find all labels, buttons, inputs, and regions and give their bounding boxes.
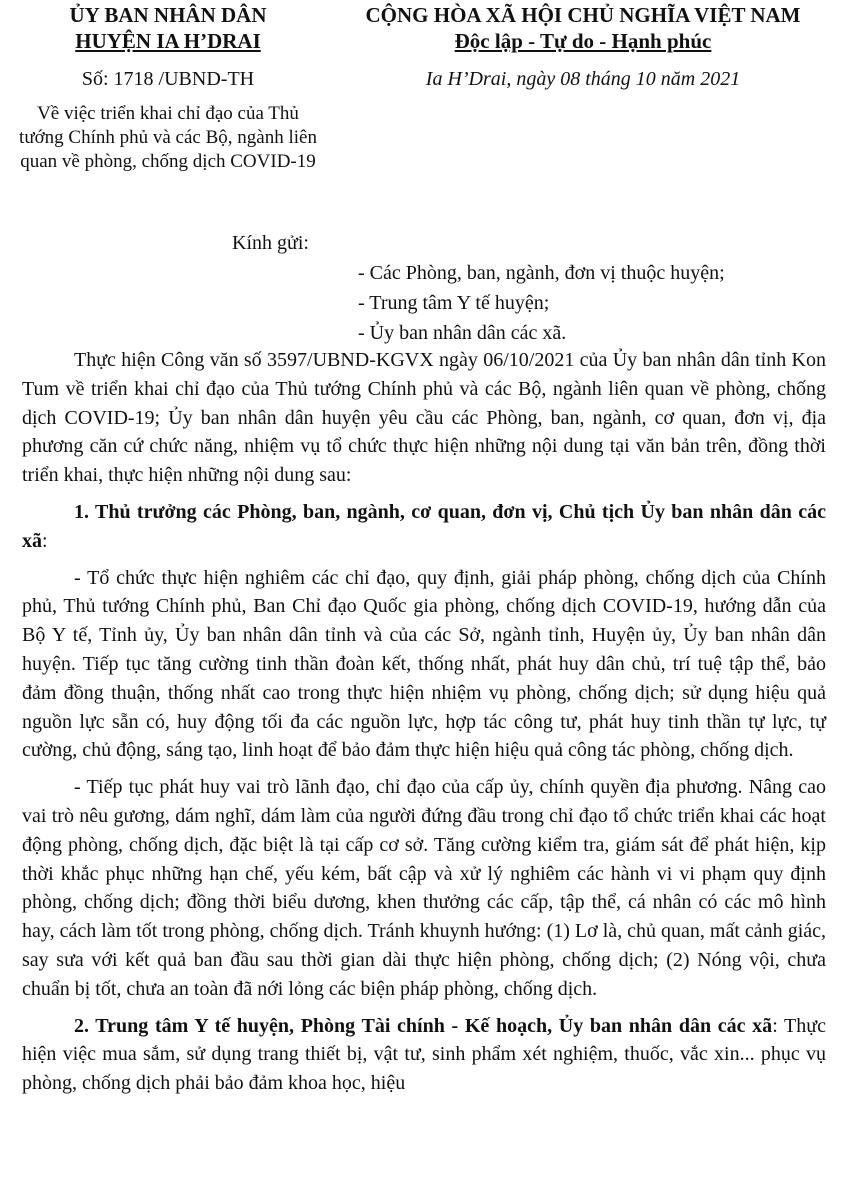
section-1-heading-paragraph — [22, 498, 826, 556]
recipient-item: - Các Phòng, ban, ngành, đơn vị thuộc huyện; — [358, 262, 725, 284]
issuing-agency-block — [18, 2, 318, 174]
document-subject: Về việc triển khai chỉ đạo của Thủ tướng Chính phủ và các Bộ, ngành liên quan về phòng, chống dịch COVID-19 — [19, 103, 317, 172]
recipient-item: - Ủy ban nhân dân các xã. — [358, 322, 567, 344]
section-2-paragraph — [22, 1012, 826, 1098]
country-name: CỘNG HÒA XÃ HỘI CHỦ NGHĨA VIỆT NAM — [365, 3, 801, 27]
section-1-paragraph-2: - Tiếp tục phát huy vai trò lãnh đạo, chỉ đạo của cấp ủy, chính quyền địa phương. Nâng cao vai trò nêu gương, dám nghĩ, dám làm của người đứng đầu trong chỉ đạo tổ chức triển khai các hoạt động phòng, chống dịch, đặc biệt là tại cấp cơ sở. Tăng cường kiểm tra, giám sát để phát hiện, kịp thời khắc phục những hạn chế, yếu kém, bất cập và xử lý nghiêm các hành vi vi phạm quy định phòng, chống dịch; đồng thời biểu dương, khen thưởng các cấp, tập thể, cá nhân có các mô hình hay, cách làm tốt trong phòng, chống dịch. Tránh khuynh hướng: (1) Lơ là, chủ quan, mất cảnh giác, say sưa với kết quả ban đầu sau thời gian dài thực hiện phòng, chống dịch; (2) Nóng vội, chưa chuẩn bị tốt, chưa an toàn đã nới lỏng các biện pháp phòng, chống dịch. — [22, 776, 826, 1000]
recipients-block — [232, 228, 725, 348]
issue-date: Ia H’Drai, ngày 08 tháng 10 năm 2021 — [425, 68, 741, 90]
agency-name-line1: ỦY BAN NHÂN DÂN — [69, 3, 267, 27]
recipients-label: Kính gửi: — [232, 232, 309, 254]
section-1-paragraph-1: - Tổ chức thực hiện nghiêm các chỉ đạo, quy định, giải pháp phòng, chống dịch của Chính phủ, Thủ tướng Chính phủ, Ban Chỉ đạo Quốc gia phòng, chống dịch COVID-19, hướng dẫn của Bộ Y tế, Tỉnh ủy, Ủy ban nhân dân tỉnh và của các Sở, ngành tỉnh, Huyện ủy, Ủy ban nhân dân huyện. Tiếp tục tăng cường tinh thần đoàn kết, thống nhất, phát huy dân chủ, trí tuệ tập thể, bảo đảm đồng thuận, thống nhất cao trong thực hiện nhiệm vụ phòng, chống dịch; sử dụng hiệu quả nguồn lực sẵn có, huy động tối đa các nguồn lực, hợp tác công tư, phát huy tinh thần tự lực, tự cường, chủ động, sáng tạo, linh hoạt để bảo đảm thực hiện hiệu quả công tác phòng, chống dịch. — [22, 566, 826, 762]
recipient-item: - Trung tâm Y tế huyện; — [358, 292, 550, 314]
section-1-heading-colon: : — [42, 529, 48, 552]
intro-paragraph: Thực hiện Công văn số 3597/UBND-KGVX ngày 06/10/2021 của Ủy ban nhân dân tỉnh Kon Tum về triển khai chỉ đạo của Thủ tướng Chính phủ và các Bộ, ngành liên quan về phòng, chống dịch COVID-19; Ủy ban nhân dân huyện yêu cầu các Phòng, ban, ngành, cơ quan, đơn vị, địa phương căn cứ chức năng, nhiệm vụ tổ chức thực hiện những nội dung tại văn bản trên, đồng thời triển khai, thực hiện những nội dung sau: — [22, 349, 826, 487]
national-heading-block — [318, 2, 848, 92]
recipient-list — [358, 258, 725, 348]
section-2-heading: 2. Trung tâm Y tế huyện, Phòng Tài chính - Kế hoạch, Ủy ban nhân dân các xã — [74, 1014, 773, 1037]
agency-name-line2: HUYỆN IA H’DRAI — [75, 29, 261, 53]
section-2-text: : Thực hiện việc mua sắm, sử dụng trang thiết bị, vật tư, sinh phẩm xét nghiệm, thuốc, vắc xin... phục vụ phòng, chống dịch phải bảo đảm khoa học, hiệu — [22, 1014, 826, 1095]
document-body — [22, 346, 826, 1098]
national-motto: Độc lập - Tự do - Hạnh phúc — [454, 29, 712, 53]
section-1-heading: 1. Thủ trưởng các Phòng, ban, ngành, cơ quan, đơn vị, Chủ tịch Ủy ban nhân dân các xã — [22, 500, 826, 552]
document-number: Số: 1718 /UBND-TH — [81, 68, 255, 90]
